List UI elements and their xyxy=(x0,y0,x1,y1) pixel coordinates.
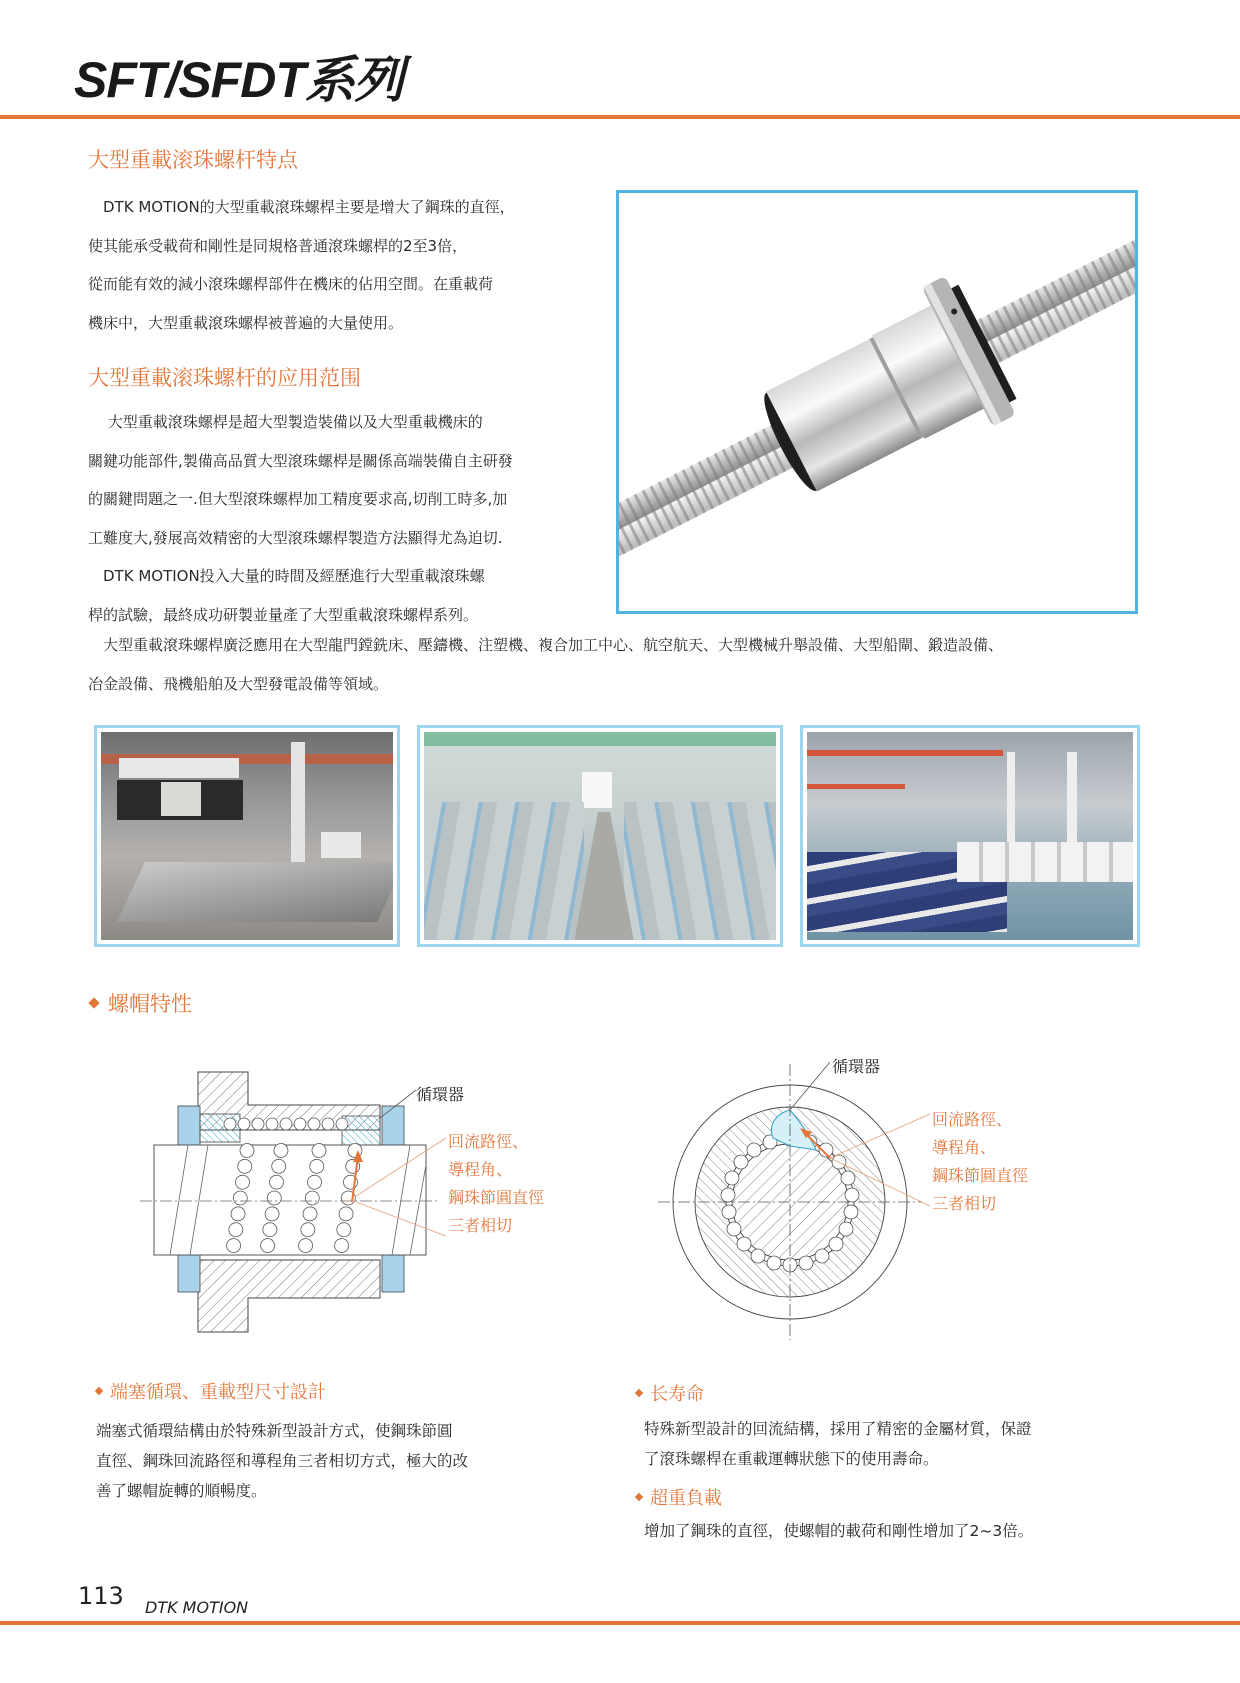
diamond-bullet-icon xyxy=(635,1389,643,1397)
text-line: 大型重載滾珠螺桿廣泛應用在大型龍門鏜銑床、壓鑄機、注塑機、複合加工中心、航空航天、大型機械升舉設備、大型船閘、鍛造設備、 xyxy=(88,636,1004,654)
text-line: DTK MOTION投入大量的時間及經歷進行大型重載滾珠螺 xyxy=(88,567,485,585)
feature-body-heavy-load xyxy=(644,1516,1033,1546)
recirculator-label: 循環器 xyxy=(832,1057,881,1076)
feature-body-long-life xyxy=(644,1414,1032,1474)
gallery-photo-gantry-machine xyxy=(94,725,400,947)
text-line: 從而能有效的減小滾珠螺桿部件在機床的佔用空間。在重載荷 xyxy=(88,275,494,293)
product-photo-ball-screw xyxy=(616,190,1138,614)
nut-cross-section-diagram xyxy=(130,1050,580,1340)
diamond-bullet-icon xyxy=(635,1493,643,1501)
text-line: 大型重載滾珠螺桿是超大型製造裝備以及大型重載機床的 xyxy=(88,413,483,431)
text-line: 冶金設備、飛機船舶及大型發電設備等領域。 xyxy=(88,674,389,693)
text-line: 直徑、鋼珠回流路徑和導程角三者相切方式，極大的改 xyxy=(96,1452,469,1470)
section-applications-text-wide xyxy=(88,626,1003,703)
section-heading-features: 大型重載滚珠螺杆特点 xyxy=(88,148,298,172)
page-number: 113 xyxy=(78,1582,124,1610)
text-line: 桿的試驗，最終成功研製並量產了大型重載滾珠螺桿系列。 xyxy=(88,605,479,624)
section-applications-text xyxy=(88,403,513,634)
footer-brand: DTK MOTION xyxy=(145,1598,249,1617)
text-line: 善了螺帽旋轉的順暢度。 xyxy=(96,1482,267,1500)
text-line: 增加了鋼珠的直徑，使螺帽的載荷和剛性增加了2~3倍。 xyxy=(644,1522,1034,1540)
text-line: 工難度大,發展高效精密的大型滾珠螺桿製造方法顯得尤為迫切. xyxy=(88,528,503,547)
text-line: 端塞式循環結構由於特殊新型設計方式，使鋼珠節圓 xyxy=(96,1422,453,1440)
page-title: SFT/SFDT系列 xyxy=(74,52,403,108)
text-line: DTK MOTION的大型重載滾珠螺桿主要是增大了鋼珠的直徑， xyxy=(88,198,515,216)
nut-features-heading: 螺帽特性 xyxy=(108,992,192,1016)
diamond-bullet-icon xyxy=(88,997,99,1008)
text-line: 機床中，大型重載滾珠螺桿被普遍的大量使用。 xyxy=(88,313,404,332)
header-divider xyxy=(0,115,1240,119)
application-photo-gallery xyxy=(94,725,1140,947)
footer-divider xyxy=(0,1621,1240,1625)
nut-transverse-section-diagram xyxy=(640,1040,1060,1340)
text-line: 的關鍵問題之一.但大型滾珠螺桿加工精度要求高,切削工時多,加 xyxy=(88,490,508,508)
text-line: 使其能承受載荷和剛性是同規格普通滾珠螺桿的2至3倍， xyxy=(88,236,468,255)
tangency-label: 回流路徑、 導程角、 鋼珠節圓直徑 三者相切 xyxy=(448,1132,545,1235)
text-line: 關鍵功能部件,製備高品質大型滾珠螺桿是關係高端裝備自主研發 xyxy=(88,451,513,470)
tangency-label: 回流路徑、 導程角、 鋼珠節圓直徑 三者相切 xyxy=(932,1110,1029,1213)
feature-heading-heavy-load: 超重負載 xyxy=(636,1484,722,1510)
diamond-bullet-icon xyxy=(95,1387,103,1395)
gallery-photo-machine-workshop xyxy=(417,725,783,947)
section-features-text xyxy=(88,188,515,342)
section-heading-nut-features xyxy=(90,988,192,1018)
feature-heading-long-life: 长寿命 xyxy=(636,1380,704,1406)
text-line: 特殊新型設計的回流結構，採用了精密的金屬材質，保證 xyxy=(644,1420,1032,1438)
ball-screw-illustration xyxy=(619,193,1135,611)
text-line: 了滾珠螺桿在重載運轉狀態下的使用壽命。 xyxy=(644,1450,939,1468)
section-heading-applications: 大型重載滚珠螺杆的应用范围 xyxy=(88,366,361,390)
recirculator-label: 循環器 xyxy=(416,1085,465,1104)
feature-heading-end-cap: 端塞循環、重載型尺寸設計 xyxy=(96,1378,326,1404)
feature-body-end-cap xyxy=(96,1416,468,1506)
gallery-photo-injection-molding-factory xyxy=(800,725,1140,947)
